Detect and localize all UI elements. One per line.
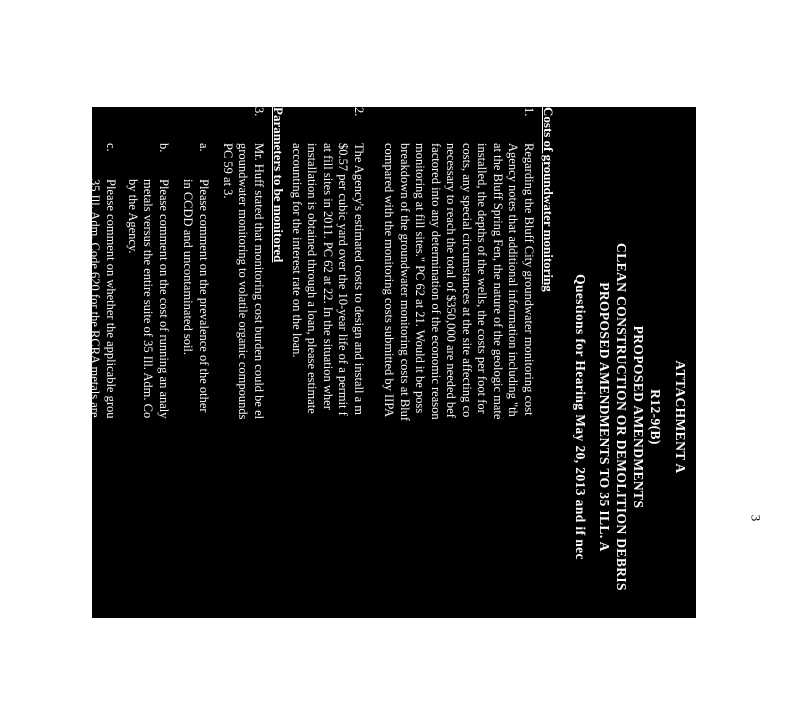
q1-line: costs, any special circumstances at the site affecting co [460, 143, 474, 418]
qb-line: by the Agency. [126, 179, 140, 254]
hearing-subtitle: Questions for Hearing May 20, 2013 and if nec [573, 274, 588, 560]
q3-line: groundwater monitoring to volatile organic compounds [236, 143, 251, 420]
q1-line: compared with the monitoring costs submitted by IIPA [382, 143, 397, 418]
subquestion-a-label: a. [197, 143, 211, 152]
question-2-number: 2. [352, 107, 366, 117]
title-line-2: CLEAN CONSTRUCTION OR DEMOLITION DEBRIS [614, 243, 629, 591]
question-3-number: 3. [252, 107, 266, 117]
section-heading-costs: Costs of groundwater monitoring [541, 107, 556, 292]
q2-line: $0.57 per cubic yard over the 10-year life of a permit f [336, 143, 351, 416]
subquestion-c-label: c. [104, 143, 118, 152]
qc-line: Please comment on whether the applicable grou [104, 179, 118, 419]
rotated-document-content [88, 107, 696, 727]
subquestion-b-label: b. [157, 143, 171, 153]
subquestion-c-text [87, 179, 118, 727]
q3-line: PC 59 at 3. [221, 143, 235, 199]
q2-line: The Agency's estimated costs to design and install a m [352, 143, 366, 415]
q1-line: monitoring at fill sites." PC 62 at 21. Would it be poss [413, 143, 428, 414]
q1-line: at the Bluff Spring Fen, the nature of the geologic mate [491, 143, 505, 420]
question-2-text [289, 143, 367, 727]
q2-line: accounting for the interest rate on the loan. [290, 143, 304, 358]
qa-line: Please comment on the prevalence of the other [197, 179, 211, 413]
qb-line: metals versus the entire suite of 35 Ill. Adm. Co [141, 179, 156, 419]
docket-number: R12-9(B) [648, 389, 663, 445]
subquestion-a-text [180, 179, 211, 727]
question-3-text [220, 143, 267, 727]
q1-line: factored into any determination of the economic reason [429, 143, 443, 420]
qb-line: Please comment on the cost of running an analy [157, 179, 171, 419]
q1-line: necessary to reach the total of $350,000 are needed bef [444, 143, 459, 418]
q3-line: Mr. Huff stated that monitoring cost burden could be el [252, 143, 266, 420]
subquestion-b-text [125, 179, 172, 727]
attachment-heading: ATTACHMENT A [673, 360, 688, 474]
qa-line: in CCDD and uncontaminated soil. [181, 179, 196, 356]
document-page [88, 107, 696, 618]
question-1-text [381, 143, 536, 727]
question-1-number: 1. [522, 107, 536, 117]
page-number: 3 [748, 514, 764, 522]
q1-line: breakdown of the groundwater monitoring costs at Bluf [398, 143, 412, 422]
title-line-3: PROPOSED AMENDMENTS TO 35 ILL. A [597, 282, 612, 552]
section-heading-parameters: Parameters to be monitored [271, 107, 286, 263]
q1-line: Regarding the Bluff City groundwater monitoring cost [522, 143, 536, 416]
title-line-1: PROPOSED AMENDMENTS [631, 325, 646, 509]
q2-line: at fill sites in 2011. PC 62 at 22. In the situation wher [321, 143, 335, 410]
qc-line: 35 Ill. Adm. Code 620 for the RCRA metals are [88, 179, 103, 418]
q2-line: installation is obtained through a loan, please estimate [305, 143, 320, 414]
q1-line: Agency notes that additional information including "th [506, 143, 521, 417]
q1-line: installed, the depths of the wells, the costs per foot for [475, 143, 490, 414]
